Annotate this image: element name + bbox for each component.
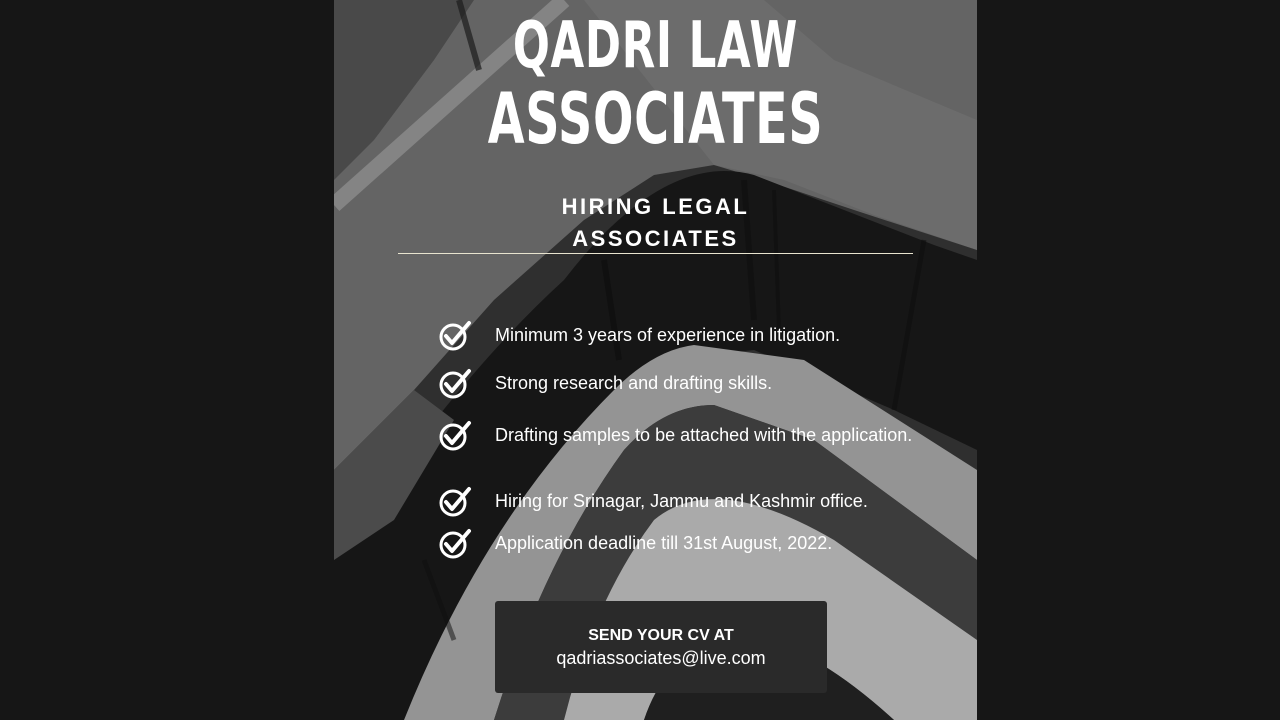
requirement-text: Drafting samples to be attached with the application.: [495, 425, 913, 445]
hiring-poster: [334, 0, 977, 720]
contact-email[interactable]: qadriassociates@live.com: [556, 648, 766, 668]
check-circle-icon: [438, 366, 472, 400]
send-cv-heading: SEND YOUR CV AT: [588, 627, 734, 644]
check-circle-icon: [438, 318, 472, 352]
send-cv-box: [495, 601, 827, 693]
divider-line: [398, 253, 913, 254]
check-circle-icon: [438, 526, 472, 560]
hiring-heading-line-2: ASSOCIATES: [572, 226, 739, 251]
requirement-text: Application deadline till 31st August, 2022.: [495, 533, 833, 553]
firm-name-line-1: QADRI LAW: [512, 9, 799, 83]
requirement-text: Minimum 3 years of experience in litigation.: [495, 325, 841, 345]
check-circle-icon: [438, 418, 472, 452]
check-circle-icon: [438, 484, 472, 518]
requirement-text: Strong research and drafting skills.: [495, 373, 773, 393]
requirement-text: Hiring for Srinagar, Jammu and Kashmir office.: [495, 491, 868, 511]
firm-name-line-2: ASSOCIATES: [487, 78, 824, 160]
hiring-heading-line-1: HIRING LEGAL: [561, 194, 750, 219]
